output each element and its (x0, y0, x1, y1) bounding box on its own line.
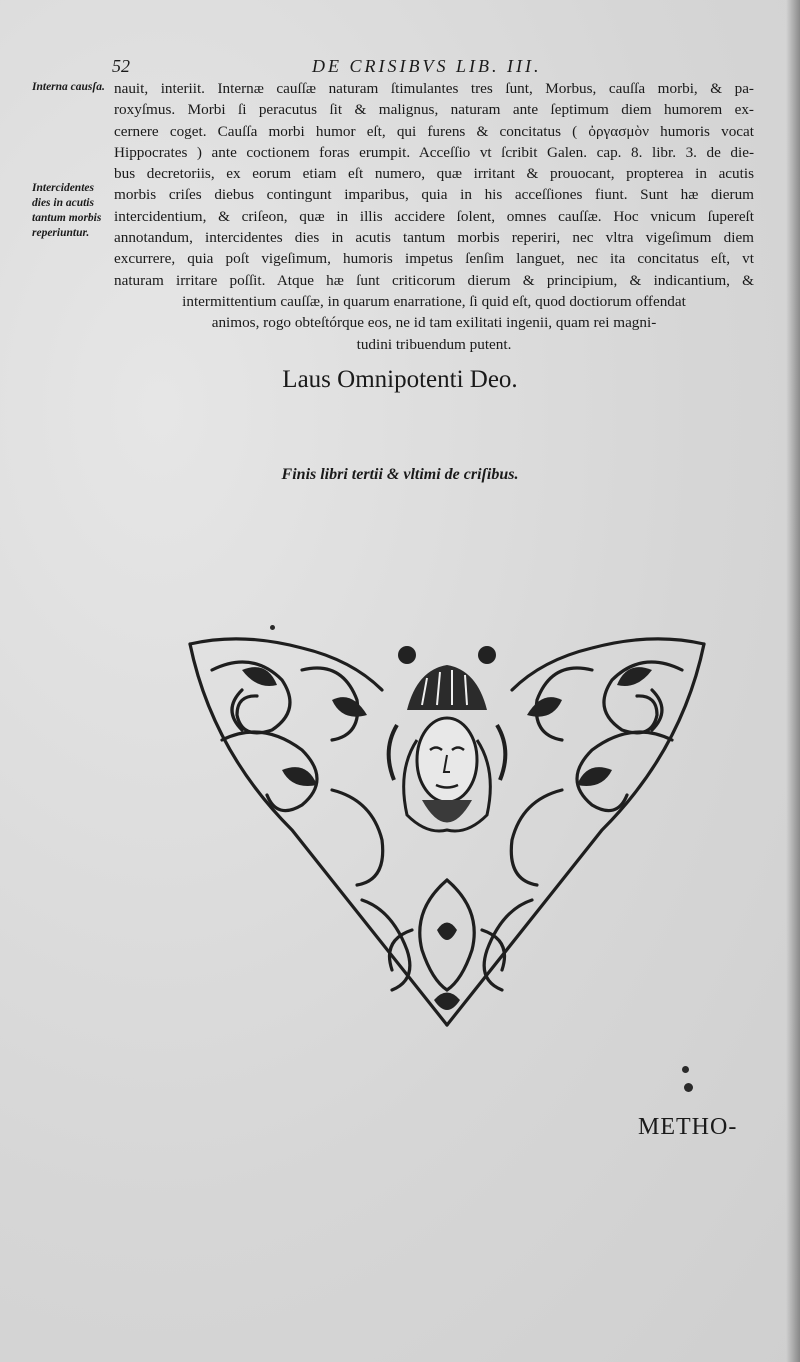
text-line: morbis criſes diebus contingunt imparibus, quia in his acceſſiones fiunt. Sunt hæ dierum (114, 186, 754, 204)
text-line: nauit, interiit. Internæ cauſſæ naturam ſtimulantes tres ſunt, Morbus, cauſſa morbi, & pa- (114, 80, 754, 97)
text-line: bus decretoriis, ex eorum etiam eſt numero, quæ irritant & prouocant, propterea in acutis (114, 165, 754, 183)
text-line: intercidentium, & criſeon, quæ in illis accidere ſolent, omnes cauſſæ. Hoc vnicum ſupereſt (114, 207, 754, 225)
text-line: naturam irritare poſſit. Atque hæ ſunt criticorum dierum & principium, & indicantium, & (114, 271, 754, 289)
marginal-note: Intercidentes dies in acutis tantum morbis reperiuntur. (32, 182, 102, 239)
running-title: DE CRISIBVS LIB. III. (312, 56, 542, 76)
text-line: tudini tribuendum putent. (356, 335, 512, 353)
text-line: Hippocrates ) ante coctionem foras erumpit. Acceſſio vt ſcribit Galen. cap. 8. libr. 3. de die- (114, 143, 754, 161)
text-line: animos, rogo obteſtórque eos, ne id tam exilitati ingenii, quam rei magni- (211, 314, 657, 332)
colophon: Finis libri tertii & vltimi de criſibus. (281, 466, 519, 483)
text-line: intermittentium cauſſæ, in quarum enarratione, ſi quid eſt, quod doctiorum offendat (182, 292, 686, 310)
ink-spot (270, 625, 275, 630)
mask-face-icon (389, 665, 506, 831)
tailpiece-ornament (182, 630, 712, 1035)
ink-spot (682, 1066, 689, 1073)
catchword: METHO- (638, 1114, 738, 1140)
text-line: excurrere, quia poſt vigeſimum, humoris impetus ſenſim languet, nec ita concitatus eſt, vt (114, 250, 754, 268)
text-line: cernere coget. Cauſſa morbi humor eſt, qui furens & concitatus ( ὀργασμὸν humoris vocat (114, 122, 754, 140)
ink-spot (684, 1083, 693, 1092)
page-number: 52 (112, 56, 130, 76)
closing-invocation: Laus Omnipotenti Deo. (282, 366, 518, 393)
body-text (114, 78, 754, 355)
marginal-note: Interna causſa. (32, 81, 105, 93)
text-line: roxyſmus. Morbi ſi peracutus ſit & malignus, naturam ante ſeptimum diem humorem ex- (114, 101, 754, 119)
text-line: annotandum, intercidentes dies in acutis tantum morbis reperiri, nec vltra vigeſimum diem (114, 229, 754, 247)
running-head (112, 56, 752, 80)
